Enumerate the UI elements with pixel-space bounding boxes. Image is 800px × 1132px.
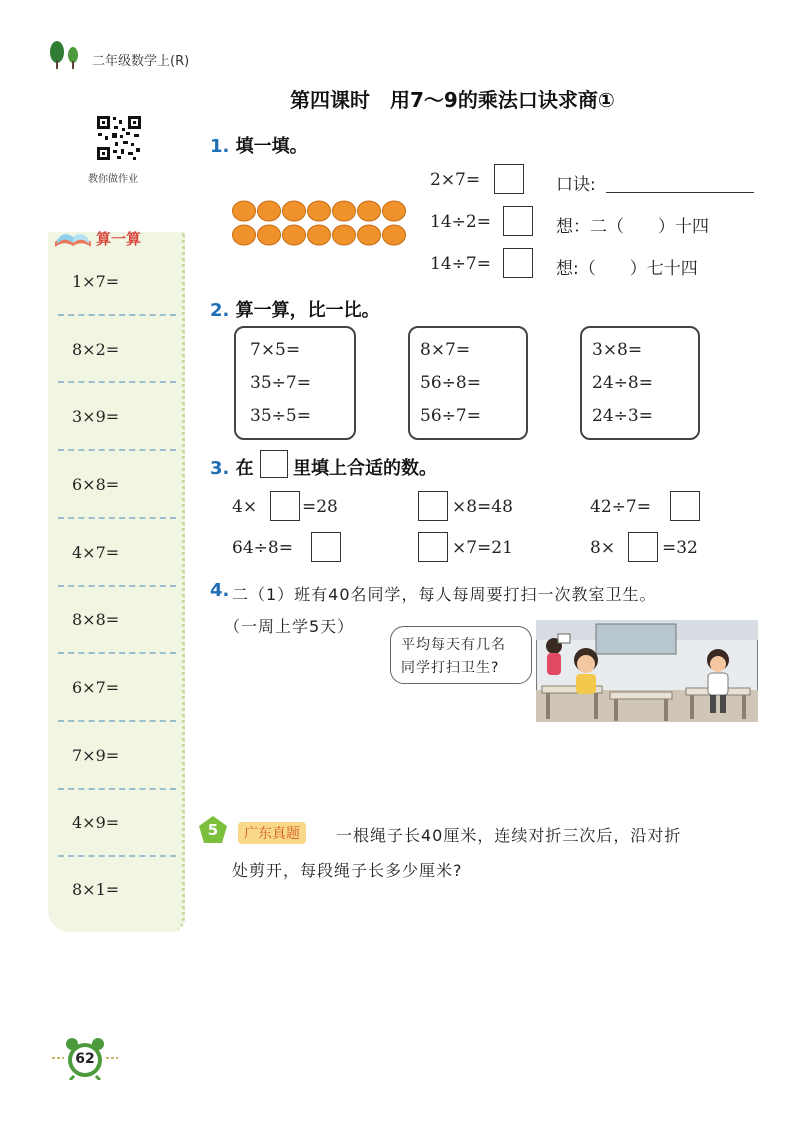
qr-label: 教你做作业 bbox=[88, 174, 138, 185]
q1-hint-3: 想:（ ）七十四 bbox=[556, 259, 698, 279]
oranges-svg bbox=[232, 200, 412, 248]
orange-icon bbox=[308, 225, 331, 245]
sidebar-divider bbox=[58, 449, 176, 451]
q2-number: 2. bbox=[210, 300, 230, 321]
q5-line-1: 一根绳子长40厘米，连续对折三次后，沿对折 bbox=[336, 826, 682, 845]
answer-box[interactable] bbox=[670, 491, 700, 521]
book-icon bbox=[52, 224, 94, 254]
q3-eq-post: ×7=21 bbox=[452, 538, 513, 558]
orange-icon bbox=[233, 201, 256, 221]
q4-number-label: 4. bbox=[210, 580, 230, 601]
q5-line-2: 处剪开，每段绳子长多少厘米? bbox=[232, 861, 463, 880]
q3-title-before: 在 bbox=[235, 458, 254, 479]
sidebar-divider bbox=[58, 585, 176, 587]
orange-icon bbox=[333, 225, 356, 245]
q1-number: 1. bbox=[210, 136, 230, 157]
sidebar-item: 8×2= bbox=[72, 340, 120, 359]
qr-code-icon[interactable] bbox=[95, 114, 143, 166]
q3-eq-pre: 4× bbox=[232, 497, 258, 517]
card-eq: 35÷7= bbox=[250, 373, 311, 393]
calc-card-3 bbox=[580, 326, 700, 440]
source-tag: 广东真题 bbox=[238, 822, 306, 844]
q3-number: 3. bbox=[210, 458, 230, 479]
orange-icon bbox=[258, 225, 281, 245]
q1-eq-3: 14÷7= bbox=[430, 254, 491, 274]
sidebar-item: 1×7= bbox=[72, 272, 120, 291]
answer-box[interactable] bbox=[503, 206, 533, 236]
orange-icon bbox=[333, 201, 356, 221]
q2-title-text: 算一算，比一比。 bbox=[235, 300, 380, 321]
sidebar-item: 4×9= bbox=[72, 813, 120, 832]
q3-title bbox=[210, 454, 254, 480]
q1-eq-2: 14÷2= bbox=[430, 212, 491, 232]
sidebar-item: 8×8= bbox=[72, 610, 120, 629]
orange-icon bbox=[283, 225, 306, 245]
orange-icon bbox=[383, 201, 406, 221]
page-title: 第四课时 用7～9的乘法口诀求商① bbox=[290, 88, 615, 112]
q4-number bbox=[210, 580, 229, 601]
q3-eq-post: =28 bbox=[302, 497, 338, 517]
sidebar-title: 算一算 bbox=[96, 230, 142, 248]
answer-line[interactable] bbox=[606, 192, 754, 193]
q1-hint-1: 口诀: bbox=[556, 175, 596, 195]
answer-box[interactable] bbox=[418, 491, 448, 521]
q1-eq-1: 2×7= bbox=[430, 170, 481, 190]
answer-box[interactable] bbox=[270, 491, 300, 521]
sidebar-item: 8×1= bbox=[72, 880, 120, 899]
card-eq: 7×5= bbox=[250, 340, 301, 360]
calc-card-2 bbox=[408, 326, 528, 440]
oranges-picture bbox=[232, 200, 412, 248]
orange-icon bbox=[308, 201, 331, 221]
card-eq: 24÷8= bbox=[592, 373, 653, 393]
orange-icon bbox=[358, 201, 381, 221]
answer-box[interactable] bbox=[418, 532, 448, 562]
orange-icon bbox=[358, 225, 381, 245]
speech-line-1: 平均每天有几名 bbox=[401, 637, 506, 653]
orange-icon bbox=[258, 201, 281, 221]
page-number: 62 bbox=[75, 1051, 95, 1067]
q4-text: 二（1）班有40名同学，每人每周要打扫一次教室卫生。 bbox=[232, 585, 657, 604]
answer-box[interactable] bbox=[494, 164, 524, 194]
orange-icon bbox=[233, 225, 256, 245]
q1-title bbox=[210, 132, 308, 158]
q5-number: 5 bbox=[207, 821, 219, 839]
q3-eq-post: ×8=48 bbox=[452, 497, 513, 517]
q1-title-text: 填一填。 bbox=[235, 136, 308, 157]
sidebar-divider bbox=[58, 855, 176, 857]
calc-card-1 bbox=[234, 326, 356, 440]
orange-icon bbox=[383, 225, 406, 245]
pentagon-badge bbox=[198, 815, 228, 845]
sidebar-divider bbox=[58, 652, 176, 654]
q3-eq-pre: 42÷7= bbox=[590, 497, 651, 517]
tree-logo-icon bbox=[46, 40, 86, 74]
answer-box[interactable] bbox=[311, 532, 341, 562]
sidebar-divider bbox=[58, 720, 176, 722]
sidebar-divider bbox=[58, 314, 176, 316]
card-eq: 3×8= bbox=[592, 340, 643, 360]
answer-box[interactable] bbox=[503, 248, 533, 278]
orange-icon bbox=[283, 201, 306, 221]
sidebar-divider bbox=[58, 788, 176, 790]
book-label: 二年级数学上(R) bbox=[92, 54, 190, 69]
speech-bubble bbox=[390, 626, 532, 684]
card-eq: 35÷5= bbox=[250, 406, 311, 426]
q1-hint-2: 想：二（ ）十四 bbox=[556, 217, 709, 237]
card-eq: 56÷8= bbox=[420, 373, 481, 393]
answer-box[interactable] bbox=[628, 532, 658, 562]
sidebar-item: 7×9= bbox=[72, 746, 120, 765]
classroom-illustration bbox=[536, 620, 758, 726]
sidebar-item: 6×8= bbox=[72, 475, 120, 494]
q3-title-after: 里填上合适的数。 bbox=[293, 458, 437, 479]
speech-line-2: 同学打扫卫生? bbox=[401, 660, 500, 676]
q4-note: （一周上学5天） bbox=[224, 617, 355, 636]
card-eq: 56÷7= bbox=[420, 406, 481, 426]
sidebar-item: 3×9= bbox=[72, 407, 120, 426]
sidebar-item: 6×7= bbox=[72, 678, 120, 697]
sidebar-item: 4×7= bbox=[72, 543, 120, 562]
sidebar-divider bbox=[58, 381, 176, 383]
q2-title bbox=[210, 296, 380, 322]
example-box bbox=[260, 450, 288, 478]
card-eq: 8×7= bbox=[420, 340, 471, 360]
q3-eq-post: =32 bbox=[662, 538, 698, 558]
q3-eq-pre: 8× bbox=[590, 538, 616, 558]
q3-eq-pre: 64÷8= bbox=[232, 538, 293, 558]
sidebar-divider bbox=[58, 517, 176, 519]
card-eq: 24÷3= bbox=[592, 406, 653, 426]
